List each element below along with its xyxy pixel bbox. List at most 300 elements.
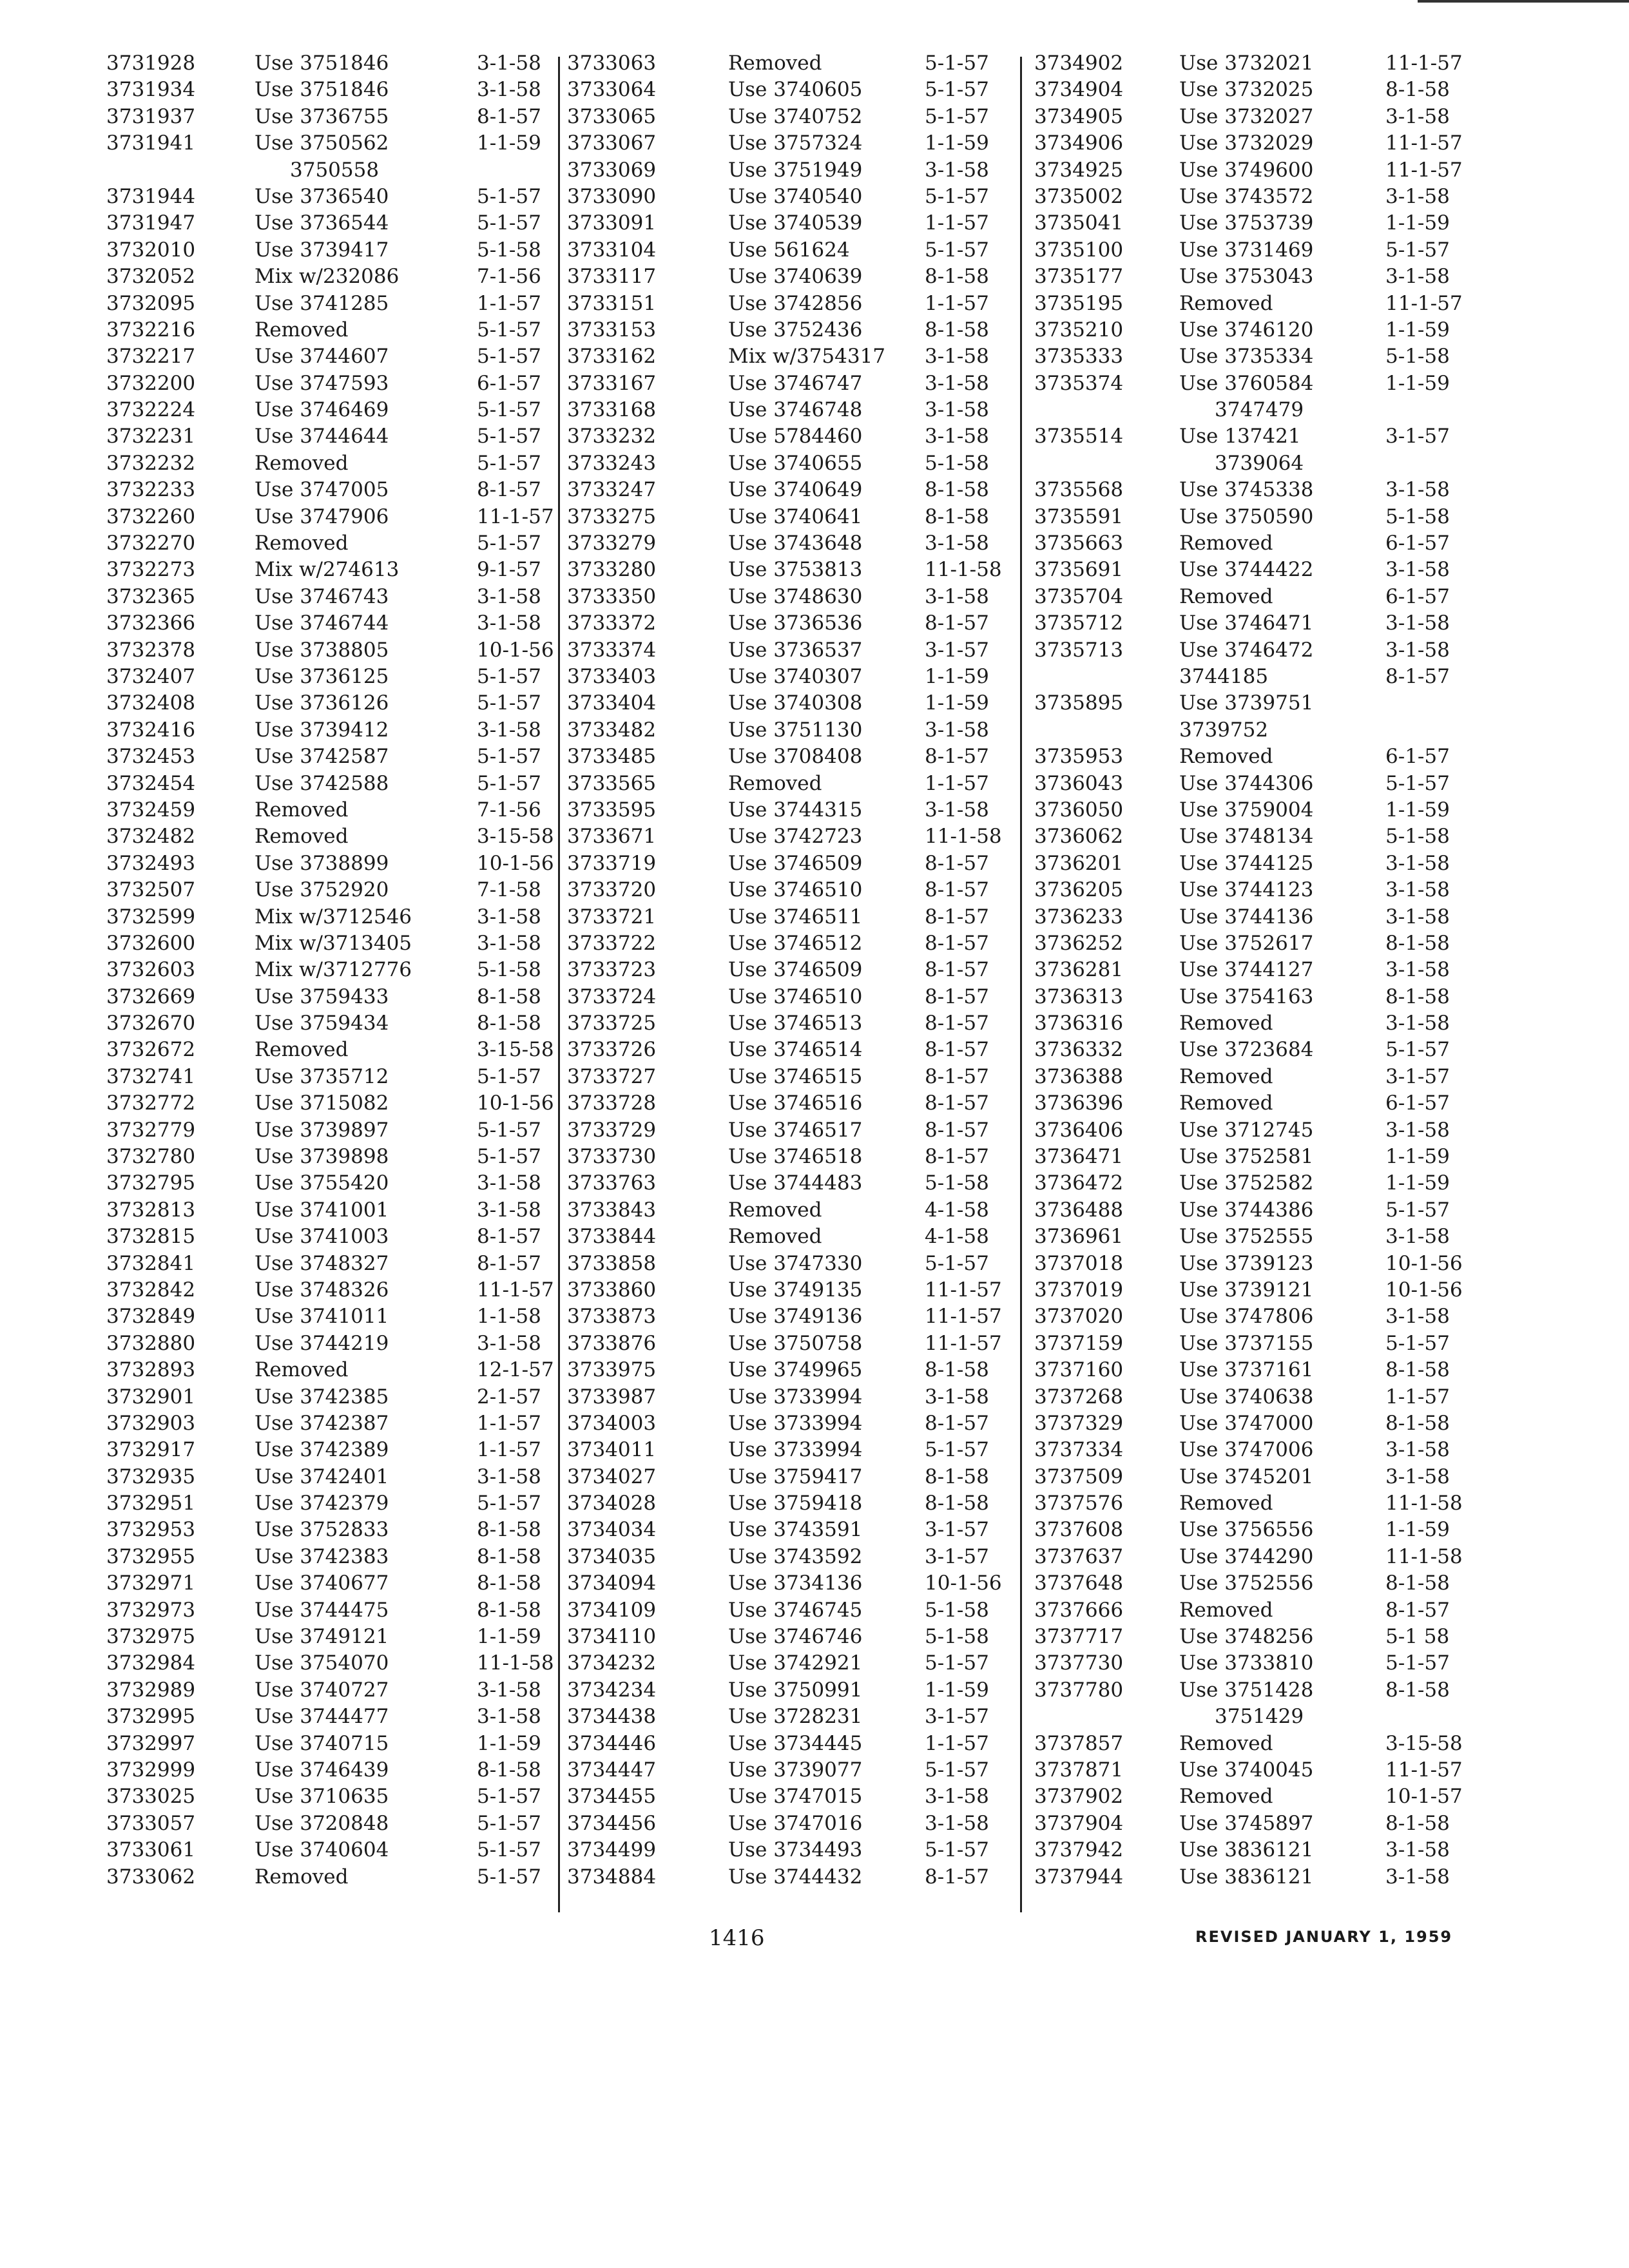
effective-date: 8-1-58 [1385, 1571, 1450, 1595]
part-number: 3732975 [106, 1625, 196, 1649]
part-number: 3735713 [1034, 638, 1124, 662]
action: Use 3740677 [255, 1571, 389, 1595]
effective-date: 5-1-57 [477, 1492, 541, 1515]
part-number: 3734232 [567, 1651, 657, 1675]
action: Use 561624 [728, 238, 850, 262]
table-row [106, 77, 570, 103]
part-number: 3734035 [567, 1544, 657, 1568]
effective-date: 3-1-58 [925, 425, 989, 448]
table-row [567, 157, 1031, 184]
part-number: 3732408 [106, 691, 196, 715]
part-number: 3734904 [1034, 78, 1124, 102]
column-divider [558, 57, 560, 1912]
action: Use 3744136 [1179, 905, 1314, 928]
action: Use 3742383 [255, 1544, 389, 1568]
action: Use 3749136 [728, 1305, 863, 1329]
part-number: 3734438 [567, 1705, 657, 1729]
effective-date: 3-1-58 [477, 1705, 541, 1729]
part-number: 3736471 [1034, 1145, 1124, 1169]
action: Removed [728, 52, 822, 75]
part-number: 3733025 [106, 1785, 196, 1809]
table-row [567, 557, 1031, 583]
part-number: 3737904 [1034, 1811, 1124, 1835]
part-number: 3735953 [1034, 745, 1124, 769]
action: Use 3747806 [1179, 1305, 1314, 1329]
part-number: 3732815 [106, 1225, 196, 1249]
table-row [106, 1384, 570, 1410]
effective-date: 6-1-57 [1385, 532, 1450, 555]
part-number: 3732217 [106, 345, 196, 369]
action: Use 3738805 [255, 638, 389, 662]
page-number: 1416 [709, 1925, 765, 1951]
effective-date: 5-1-57 [477, 771, 541, 795]
effective-date: 8-1-58 [477, 1598, 541, 1622]
table-row [1034, 1464, 1524, 1490]
action: Use 3746745 [728, 1598, 863, 1622]
effective-date: 1-1-59 [1385, 1145, 1450, 1169]
action: Use 3750562 3750558 [255, 130, 389, 157]
table-row [1034, 1704, 1524, 1730]
effective-date: 6-1-57 [477, 371, 541, 395]
table-row [106, 1650, 570, 1677]
table-row [106, 343, 570, 370]
table-row [106, 1464, 570, 1490]
effective-date: 8-1-58 [477, 1571, 541, 1595]
table-row [567, 264, 1031, 290]
effective-date: 5-1-58 [925, 1625, 989, 1649]
table-row [106, 1117, 570, 1144]
effective-date: 5-1-57 [1385, 1331, 1450, 1355]
action: Use 5784460 [728, 425, 863, 448]
part-number: 3733843 [567, 1198, 657, 1222]
effective-date: 3-1-58 [477, 1171, 541, 1195]
part-number: 3731937 [106, 104, 196, 128]
part-number: 3734003 [567, 1411, 657, 1435]
action: Use 3751846 [255, 52, 389, 75]
action: Use 3739412 [255, 718, 389, 742]
part-number: 3732407 [106, 664, 196, 688]
action: Use 3755420 [255, 1171, 389, 1195]
action: Use 3746512 [728, 931, 863, 955]
part-number: 3732599 [106, 905, 196, 928]
table-row [567, 1704, 1031, 1730]
table-row [567, 744, 1031, 770]
part-number: 3737666 [1034, 1598, 1124, 1622]
table-row [106, 157, 570, 184]
table-row [1034, 210, 1524, 236]
part-number: 3733726 [567, 1038, 657, 1062]
part-number: 3732880 [106, 1331, 196, 1355]
alternate-part-number: 3739064 [1215, 451, 1304, 475]
action: Use 3747006 [1179, 1438, 1314, 1462]
part-number: 3733595 [567, 798, 657, 822]
effective-date: 1-1-57 [477, 1411, 541, 1435]
part-number: 3736961 [1034, 1225, 1124, 1249]
table-row [1034, 1783, 1524, 1810]
table-row [1034, 1357, 1524, 1383]
table-row [567, 1144, 1031, 1170]
action: Use 3740727 [255, 1678, 389, 1702]
action: Use 3740605 [728, 78, 863, 102]
table-row [106, 984, 570, 1010]
table-row [1034, 530, 1524, 557]
part-number: 3733987 [567, 1385, 657, 1408]
part-number: 3736233 [1034, 905, 1124, 928]
table-row [1034, 450, 1524, 477]
action: 3744185 [1179, 664, 1269, 688]
effective-date: 3-1-58 [477, 718, 541, 742]
table-row [567, 291, 1031, 317]
table-row [106, 717, 570, 744]
table-row [567, 210, 1031, 236]
part-number: 3732971 [106, 1571, 196, 1595]
table-row [106, 1090, 570, 1117]
part-number: 3731934 [106, 78, 196, 102]
action: Use 3723684 [1179, 1038, 1314, 1062]
effective-date: 8-1-58 [477, 1518, 541, 1542]
action: Use 3752582 [1179, 1171, 1314, 1195]
effective-date: 3-1-58 [1385, 558, 1450, 582]
part-number: 3732953 [106, 1518, 196, 1542]
part-number: 3732842 [106, 1278, 196, 1302]
action: Use 3744127 [1179, 958, 1314, 982]
effective-date: 1-1-59 [1385, 1171, 1450, 1195]
effective-date: 1-1-59 [477, 1731, 541, 1755]
action: Use 3747005 [255, 478, 389, 502]
action: Use 3759418 [728, 1492, 863, 1515]
effective-date: 3-1-57 [925, 1518, 989, 1542]
revision-note: REVISED JANUARY 1, 1959 [1195, 1928, 1453, 1946]
part-number: 3732955 [106, 1544, 196, 1568]
part-number: 3735177 [1034, 265, 1124, 289]
effective-date: 3-1-58 [1385, 1118, 1450, 1142]
effective-date: 5-1-57 [477, 1064, 541, 1088]
effective-date: 5-1-58 [477, 238, 541, 262]
table-row [106, 930, 570, 957]
table-row [106, 664, 570, 690]
table-row [1034, 984, 1524, 1010]
action: Use 3744483 [728, 1171, 863, 1195]
effective-date: 1-1-59 [477, 1625, 541, 1649]
action: Use 3740752 [728, 104, 863, 128]
part-number: 3737942 [1034, 1838, 1124, 1862]
part-number: 3732366 [106, 611, 196, 635]
part-number: 3733350 [567, 584, 657, 608]
table-row [567, 1410, 1031, 1437]
table-row [1034, 504, 1524, 530]
effective-date: 5-1-57 [1385, 1038, 1450, 1062]
action: Use 3759004 [1179, 798, 1314, 822]
part-number: 3735568 [1034, 478, 1124, 502]
table-row [567, 370, 1031, 397]
part-number: 3732984 [106, 1651, 196, 1675]
table-row [106, 423, 570, 450]
part-number: 3733168 [567, 398, 657, 422]
effective-date: 11-1-58 [477, 1651, 554, 1675]
action: Use 3744290 [1179, 1544, 1314, 1568]
effective-date: 3-1-58 [1385, 851, 1450, 875]
effective-date: 5-1-57 [1385, 771, 1450, 795]
effective-date: 1-1-58 [477, 1305, 541, 1329]
table-row [567, 1597, 1031, 1624]
table-row [1034, 237, 1524, 264]
effective-date: 5-1-57 [477, 1811, 541, 1835]
effective-date: 4-1-58 [925, 1198, 989, 1222]
part-number: 3732849 [106, 1305, 196, 1329]
column-2 [567, 50, 1031, 1890]
action: Use 3742856 [728, 291, 863, 315]
effective-date: 5-1-57 [925, 1838, 989, 1862]
part-number: 3733725 [567, 1012, 657, 1035]
effective-date: 5-1-57 [1385, 238, 1450, 262]
effective-date: 3-15-58 [477, 1038, 554, 1062]
part-number: 3732669 [106, 985, 196, 1008]
effective-date: 11-1-57 [1385, 158, 1463, 182]
effective-date: 5-1-57 [477, 345, 541, 369]
table-row [106, 130, 570, 182]
effective-date: 8-1-58 [1385, 78, 1450, 102]
table-row [106, 1437, 570, 1463]
action: Use 3746510 [728, 878, 863, 902]
table-row [106, 1544, 570, 1570]
table-row [106, 1624, 570, 1650]
part-number: 3737608 [1034, 1518, 1124, 1542]
part-number: 3737268 [1034, 1385, 1124, 1408]
table-row [567, 1490, 1031, 1517]
part-number: 3731944 [106, 184, 196, 208]
effective-date: 11-1-58 [925, 825, 1002, 849]
table-row [1034, 823, 1524, 850]
action: Removed [1179, 1012, 1273, 1035]
part-number: 3734906 [1034, 131, 1124, 155]
effective-date: 3-1-58 [1385, 1865, 1450, 1888]
action: Use 3752556 [1179, 1571, 1314, 1595]
table-row [1034, 397, 1524, 423]
effective-date: 11-1-57 [1385, 1758, 1463, 1782]
effective-date: 5-1-58 [925, 1598, 989, 1622]
table-row [106, 50, 570, 77]
part-number: 3733069 [567, 158, 657, 182]
action: Use 3736755 [255, 104, 389, 128]
action: Use 3752833 [255, 1518, 389, 1542]
action: Use 3743591 [728, 1518, 863, 1542]
part-number: 3735514 [1034, 425, 1124, 448]
action: Use 3751130 [728, 718, 863, 742]
effective-date: 8-1-57 [925, 1411, 989, 1435]
effective-date: 8-1-58 [1385, 985, 1450, 1008]
part-number: 3732200 [106, 371, 196, 395]
effective-date: 11-1-57 [1385, 131, 1463, 155]
part-number: 3737902 [1034, 1785, 1124, 1809]
part-number: 3735374 [1034, 371, 1124, 395]
table-row [1034, 637, 1524, 664]
table-row [567, 1197, 1031, 1224]
table-row [106, 1757, 570, 1783]
action: Use 3739123 [1179, 1251, 1314, 1275]
part-number: 3737018 [1034, 1251, 1124, 1275]
table-row [1034, 317, 1524, 343]
part-number: 3732672 [106, 1038, 196, 1062]
action: Use 3734445 [728, 1731, 863, 1755]
table-row [567, 877, 1031, 903]
effective-date: 1-1-59 [1385, 1518, 1450, 1542]
part-number: 3734455 [567, 1785, 657, 1809]
action: Use 3740540 [728, 184, 863, 208]
part-number: 3732493 [106, 851, 196, 875]
action: Use 3746743 [255, 584, 389, 608]
part-number: 3735195 [1034, 291, 1124, 315]
effective-date: 1-1-57 [925, 771, 989, 795]
part-number: 3734028 [567, 1492, 657, 1515]
table-row [567, 1731, 1031, 1757]
table-row [1034, 50, 1524, 77]
action: Use 3742385 [255, 1385, 389, 1408]
action: Use 3736126 [255, 691, 389, 715]
table-row [1034, 1117, 1524, 1144]
table-row [106, 1197, 570, 1224]
action: Mix w/3712776 [255, 958, 412, 982]
effective-date: 3-1-58 [925, 1785, 989, 1809]
table-row [1034, 1677, 1524, 1729]
action: Removed [255, 532, 349, 555]
table-row [1034, 877, 1524, 903]
part-number: 3731941 [106, 131, 196, 155]
part-number: 3733067 [567, 131, 657, 155]
effective-date: 5-1-57 [925, 238, 989, 262]
part-number: 3732999 [106, 1758, 196, 1782]
table-row [106, 1144, 570, 1170]
part-number: 3737020 [1034, 1305, 1124, 1329]
table-row [106, 237, 570, 264]
effective-date: 1-1-59 [477, 131, 541, 155]
action: Removed [1179, 1492, 1273, 1515]
part-number: 3734094 [567, 1571, 657, 1595]
effective-date: 8-1-58 [925, 505, 989, 528]
action: Use 3733994 [728, 1385, 863, 1408]
action: Mix w/3712546 [255, 905, 412, 928]
table-row [106, 264, 570, 290]
table-row [1034, 1410, 1524, 1437]
action: Mix w/3713405 [255, 931, 412, 955]
effective-date: 5-1-57 [925, 1758, 989, 1782]
action: Use 3732021 [1179, 52, 1314, 75]
action: Use 3739121 [1179, 1278, 1314, 1302]
action: Use 3743648 [728, 532, 863, 555]
effective-date: 5-1-57 [925, 104, 989, 128]
effective-date: 8-1-58 [925, 1358, 989, 1382]
action: Use 3745338 [1179, 478, 1314, 502]
table-row [106, 1597, 570, 1624]
effective-date: 9-1-57 [477, 558, 541, 582]
part-number: 3734027 [567, 1465, 657, 1488]
action: Use 3742921 [728, 1651, 863, 1675]
effective-date: 7-1-56 [477, 265, 541, 289]
effective-date: 8-1-57 [1385, 1598, 1450, 1622]
effective-date: 1-1-59 [925, 691, 989, 715]
table-row [1034, 477, 1524, 503]
action: Use 3745897 [1179, 1811, 1314, 1835]
action: Use 3740308 [728, 691, 863, 715]
table-row [567, 690, 1031, 716]
action: Use 3742401 [255, 1465, 389, 1488]
effective-date: 3-1-58 [1385, 104, 1450, 128]
table-row [1034, 1384, 1524, 1410]
effective-date: 3-1-58 [477, 1198, 541, 1222]
effective-date: 1-1-59 [925, 131, 989, 155]
part-number: 3732459 [106, 798, 196, 822]
action: Use 3741011 [255, 1305, 389, 1329]
effective-date: 5-1-57 [477, 211, 541, 235]
action: Removed [1179, 291, 1273, 315]
table-row [567, 1570, 1031, 1597]
part-number: 3733858 [567, 1251, 657, 1275]
table-row [1034, 1277, 1524, 1303]
part-number: 3732232 [106, 451, 196, 475]
table-row [1034, 1437, 1524, 1463]
part-number: 3733403 [567, 664, 657, 688]
part-number: 3732233 [106, 478, 196, 502]
action: Use 3746746 [728, 1625, 863, 1649]
action: Use 3750590 [1179, 505, 1314, 528]
part-number: 3732813 [106, 1198, 196, 1222]
table-row [106, 1731, 570, 1757]
part-number: 3733975 [567, 1358, 657, 1382]
table-row [106, 1303, 570, 1330]
effective-date: 3-1-58 [1385, 1838, 1450, 1862]
action: Use 3747015 [728, 1785, 863, 1809]
part-number: 3732780 [106, 1145, 196, 1169]
effective-date: 8-1-57 [925, 851, 989, 875]
part-number: 3733151 [567, 291, 657, 315]
action: Use 3746744 [255, 611, 389, 635]
part-number: 3736472 [1034, 1171, 1124, 1195]
table-row [567, 477, 1031, 503]
table-row [106, 557, 570, 583]
table-row [106, 291, 570, 317]
action: Use 3744306 [1179, 771, 1314, 795]
effective-date: 3-1-58 [1385, 878, 1450, 902]
effective-date: 2-1-57 [477, 1385, 541, 1408]
table-row [106, 477, 570, 503]
part-number: 3733372 [567, 611, 657, 635]
effective-date: 10-1-56 [477, 851, 554, 875]
effective-date: 1-1-57 [1385, 1385, 1450, 1408]
effective-date: 8-1-57 [477, 1251, 541, 1275]
effective-date: 1-1-59 [1385, 318, 1450, 341]
effective-date: 3-1-57 [925, 1544, 989, 1568]
action: Use 3741001 [255, 1198, 389, 1222]
column-divider [1020, 57, 1022, 1912]
effective-date: 8-1-58 [1385, 1811, 1450, 1835]
effective-date: 5-1-57 [477, 184, 541, 208]
part-number: 3732231 [106, 425, 196, 448]
effective-date: 3-1-58 [1385, 184, 1450, 208]
action: Use 3744607 [255, 345, 389, 369]
action: Use 3746748 [728, 398, 863, 422]
action: Use 3836121 [1179, 1838, 1314, 1862]
part-number: 3732454 [106, 771, 196, 795]
part-number: 3733727 [567, 1064, 657, 1088]
part-number: 3732378 [106, 638, 196, 662]
action: Use 3744386 [1179, 1198, 1314, 1222]
part-number: 3737509 [1034, 1465, 1124, 1488]
effective-date: 8-1-57 [925, 611, 989, 635]
effective-date: 5-1-57 [477, 398, 541, 422]
part-number: 3737329 [1034, 1411, 1124, 1435]
table-row [567, 637, 1031, 664]
effective-date: 1-1-57 [925, 291, 989, 315]
table-row [106, 610, 570, 637]
